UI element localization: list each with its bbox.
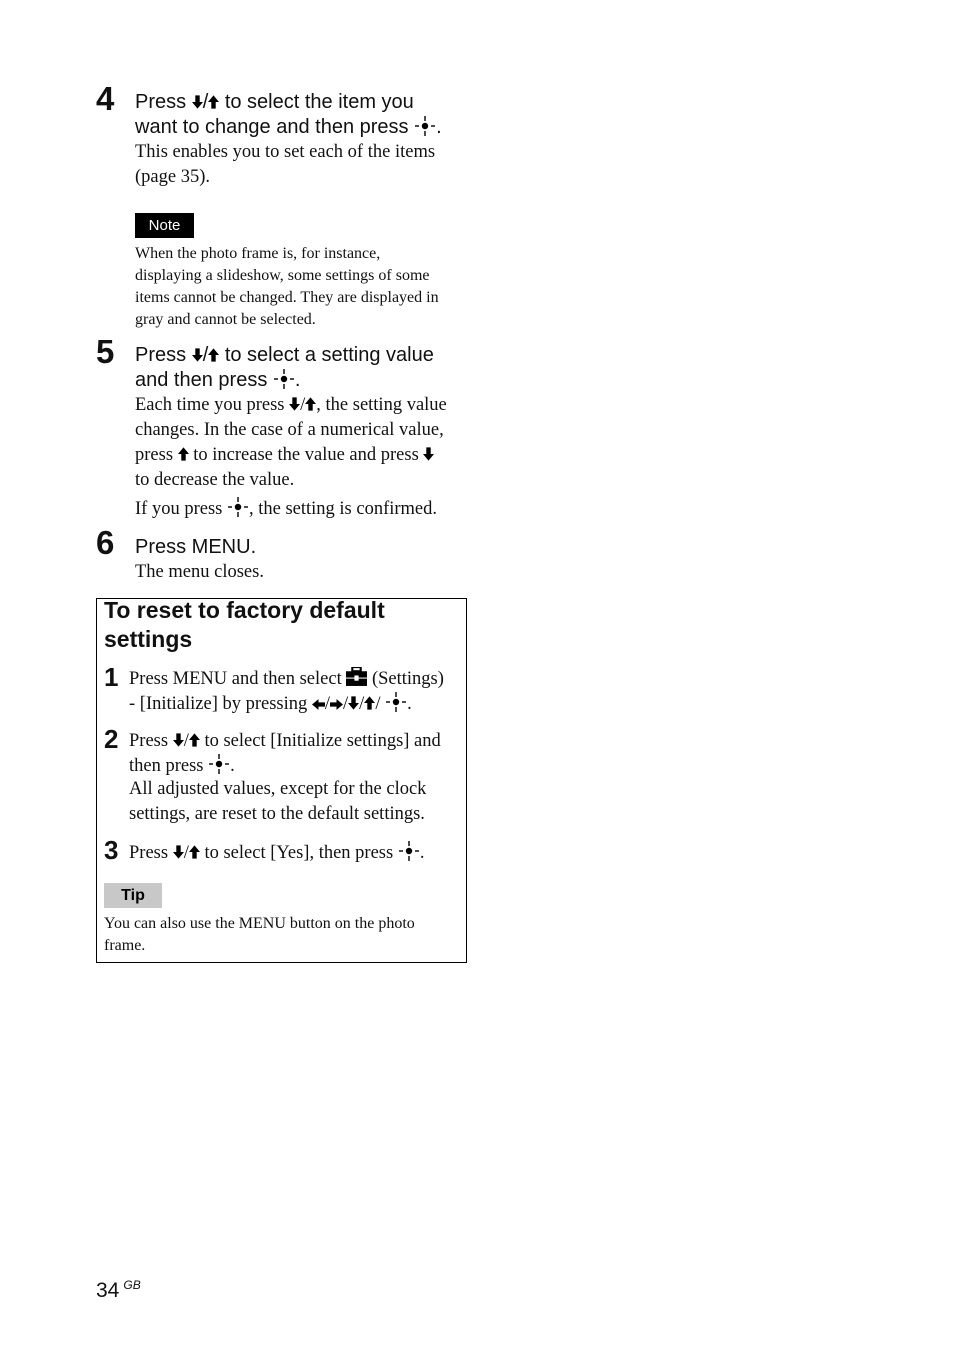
down-arrow-icon	[423, 447, 434, 461]
up-arrow-icon	[178, 447, 189, 461]
page-footer	[96, 1278, 141, 1303]
up-arrow-icon	[189, 845, 200, 859]
up-arrow-icon	[305, 397, 316, 411]
page-number: 34	[96, 1279, 120, 1302]
tip-text-line2: frame.	[104, 937, 146, 954]
note-text-line2: displaying a slideshow, some settings of some	[135, 267, 430, 284]
step-4-detail-line1: This enables you to set each of the items	[135, 142, 436, 162]
down-arrow-icon	[289, 397, 300, 411]
step-5-instruction-line1: Press / to select a setting value	[135, 344, 434, 366]
step-4-detail-line2: (page 35).	[135, 167, 210, 187]
reset-step-1-line1: Press MENU and then select (Settings)	[129, 669, 444, 689]
step-4-instruction-line1: Press / to select the item you	[135, 91, 414, 113]
enter-button-icon	[273, 368, 295, 390]
down-arrow-icon	[173, 845, 184, 859]
enter-button-icon	[227, 496, 249, 518]
reset-step-2-line3: All adjusted values, except for the clock	[129, 779, 427, 799]
reset-step-2-line4: settings, are reset to the default settings.	[129, 804, 425, 824]
enter-button-icon	[414, 115, 436, 137]
tip-text-line1: You can also use the MENU button on the photo	[104, 915, 415, 932]
left-arrow-icon	[312, 699, 325, 710]
reset-step-3-number: 3	[104, 835, 119, 865]
step-4-number: 4	[96, 80, 115, 117]
step-6-detail: The menu closes.	[135, 562, 264, 582]
reset-step-1-line2: - [Initialize] by pressing / / / / .	[129, 691, 412, 717]
step-5-detail-line4: to decrease the value.	[135, 470, 295, 490]
note-badge: Note	[135, 213, 194, 238]
reset-step-2-number: 2	[104, 724, 119, 754]
reset-box-title-line2: settings	[104, 626, 193, 652]
enter-button-icon	[208, 753, 230, 775]
up-arrow-icon	[189, 733, 200, 747]
up-arrow-icon	[364, 696, 375, 710]
step-5-detail-line3: press to increase the value and press	[135, 443, 434, 468]
step-5-number: 5	[96, 333, 115, 370]
step-5-detail-line1: Each time you press / , the setting value	[135, 395, 447, 415]
up-arrow-icon	[208, 95, 219, 109]
down-arrow-icon	[192, 95, 203, 109]
down-arrow-icon	[348, 696, 359, 710]
reset-step-2-line2: then press .	[129, 753, 235, 779]
step-5-detail-line2: changes. In the case of a numerical value,	[135, 420, 444, 440]
up-arrow-icon	[208, 348, 219, 362]
note-text-line4: gray and cannot be selected.	[135, 311, 316, 328]
reset-box-title-line1: To reset to factory default	[104, 597, 385, 623]
enter-button-icon	[385, 691, 407, 713]
right-arrow-icon	[330, 699, 343, 710]
step-5-instruction-line2: and then press .	[135, 369, 301, 391]
reset-step-3-line1: Press / to select [Yes], then press .	[129, 840, 424, 866]
tip-badge: Tip	[104, 883, 162, 908]
language-code: GB	[123, 1278, 141, 1292]
step-6-number: 6	[96, 524, 115, 561]
note-text-line3: items cannot be changed. They are displayed in	[135, 289, 439, 306]
step-6-instruction: Press MENU.	[135, 536, 257, 558]
down-arrow-icon	[173, 733, 184, 747]
down-arrow-icon	[192, 348, 203, 362]
step-4-instruction-line2: want to change and then press .	[135, 116, 442, 138]
enter-button-icon	[398, 840, 420, 862]
toolbox-settings-icon	[346, 667, 367, 686]
note-text-line1: When the photo frame is, for instance,	[135, 245, 381, 262]
reset-step-2-line1: Press / to select [Initialize settings] and	[129, 731, 441, 751]
reset-step-1-number: 1	[104, 662, 119, 692]
step-5-detail-line5: If you press , the setting is confirmed.	[135, 496, 437, 522]
